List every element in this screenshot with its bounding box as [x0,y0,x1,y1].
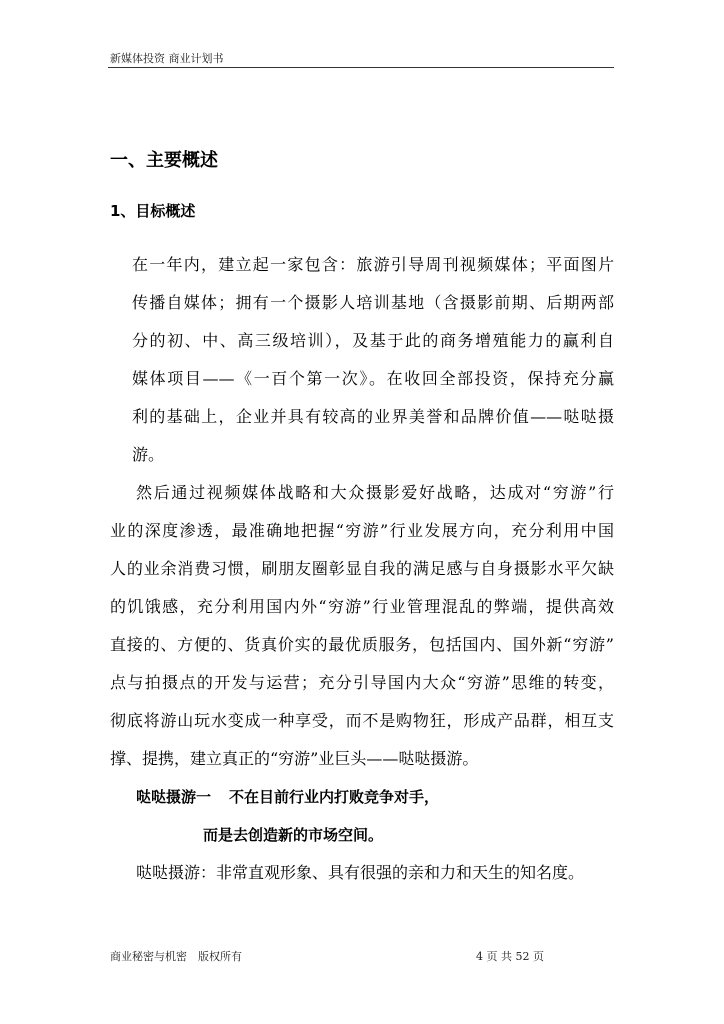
paragraph1-line: 分的初、中、高三级培训），及基于此的商务增殖能力的赢利自 [132,331,614,350]
slogan-line2: 而是去创造新的市场空间。 [203,826,384,844]
page-header-title: 新媒体投资 商业计划书 [110,52,224,65]
footer-copyright: 商业秘密与机密 版权所有 [110,950,242,963]
paragraph1-line: 媒体项目——《一百个第一次》。在收回全部投资，保持充分赢 [132,369,614,388]
paragraph2-line: 的饥饿感，充分利用国内外“穷游”行业管理混乱的弊端，提供高效 [110,597,614,616]
slogan-line1: 不在目前行业内打败竞争对手， [229,788,440,806]
paragraph1-line: 传播自媒体；拥有一个摄影人培训基地（含摄影前期、后期两部 [132,293,614,312]
subsection-heading: 1、目标概述 [110,202,196,220]
slogan-brand: 哒哒摄游一 [136,788,212,806]
page-number: 4 页 共 52 页 [476,950,544,963]
paragraph1-line: 利的基础上，企业并具有较高的业界美誉和品牌价值——哒哒摄 [132,407,614,426]
paragraph2-line: 彻底将游山玩水变成一种享受，而不是购物狂，形成产品群，相互支 [110,711,614,730]
paragraph2-line: 点与拍摄点的开发与运营；充分引导国内大众“穷游”思维的转变， [110,673,614,692]
closing-text: 哒哒摄游：非常直观形象、具有很强的亲和力和天生的知名度。 [136,863,585,882]
paragraph1-line: 游。 [132,445,165,464]
paragraph2-line: 业的深度渗透，最准确地把握“穷游”行业发展方向，充分利用中国 [110,521,614,540]
section-heading: 一、主要概述 [110,150,218,171]
header-divider [108,67,614,68]
paragraph2-line: 然后通过视频媒体战略和大众摄影爱好战略，达成对“穷游”行 [136,483,614,502]
paragraph1-line: 在一年内，建立起一家包含：旅游引导周刊视频媒体；平面图片 [132,255,614,274]
paragraph2-line: 人的业余消费习惯，刷朋友圈彰显自我的满足感与自身摄影水平欠缺 [110,559,614,578]
paragraph2-line: 直接的、方便的、货真价实的最优质服务，包括国内、国外新“穷游” [110,635,614,654]
paragraph2-line: 撑、提携，建立真正的“穷游”业巨头——哒哒摄游。 [110,749,479,768]
